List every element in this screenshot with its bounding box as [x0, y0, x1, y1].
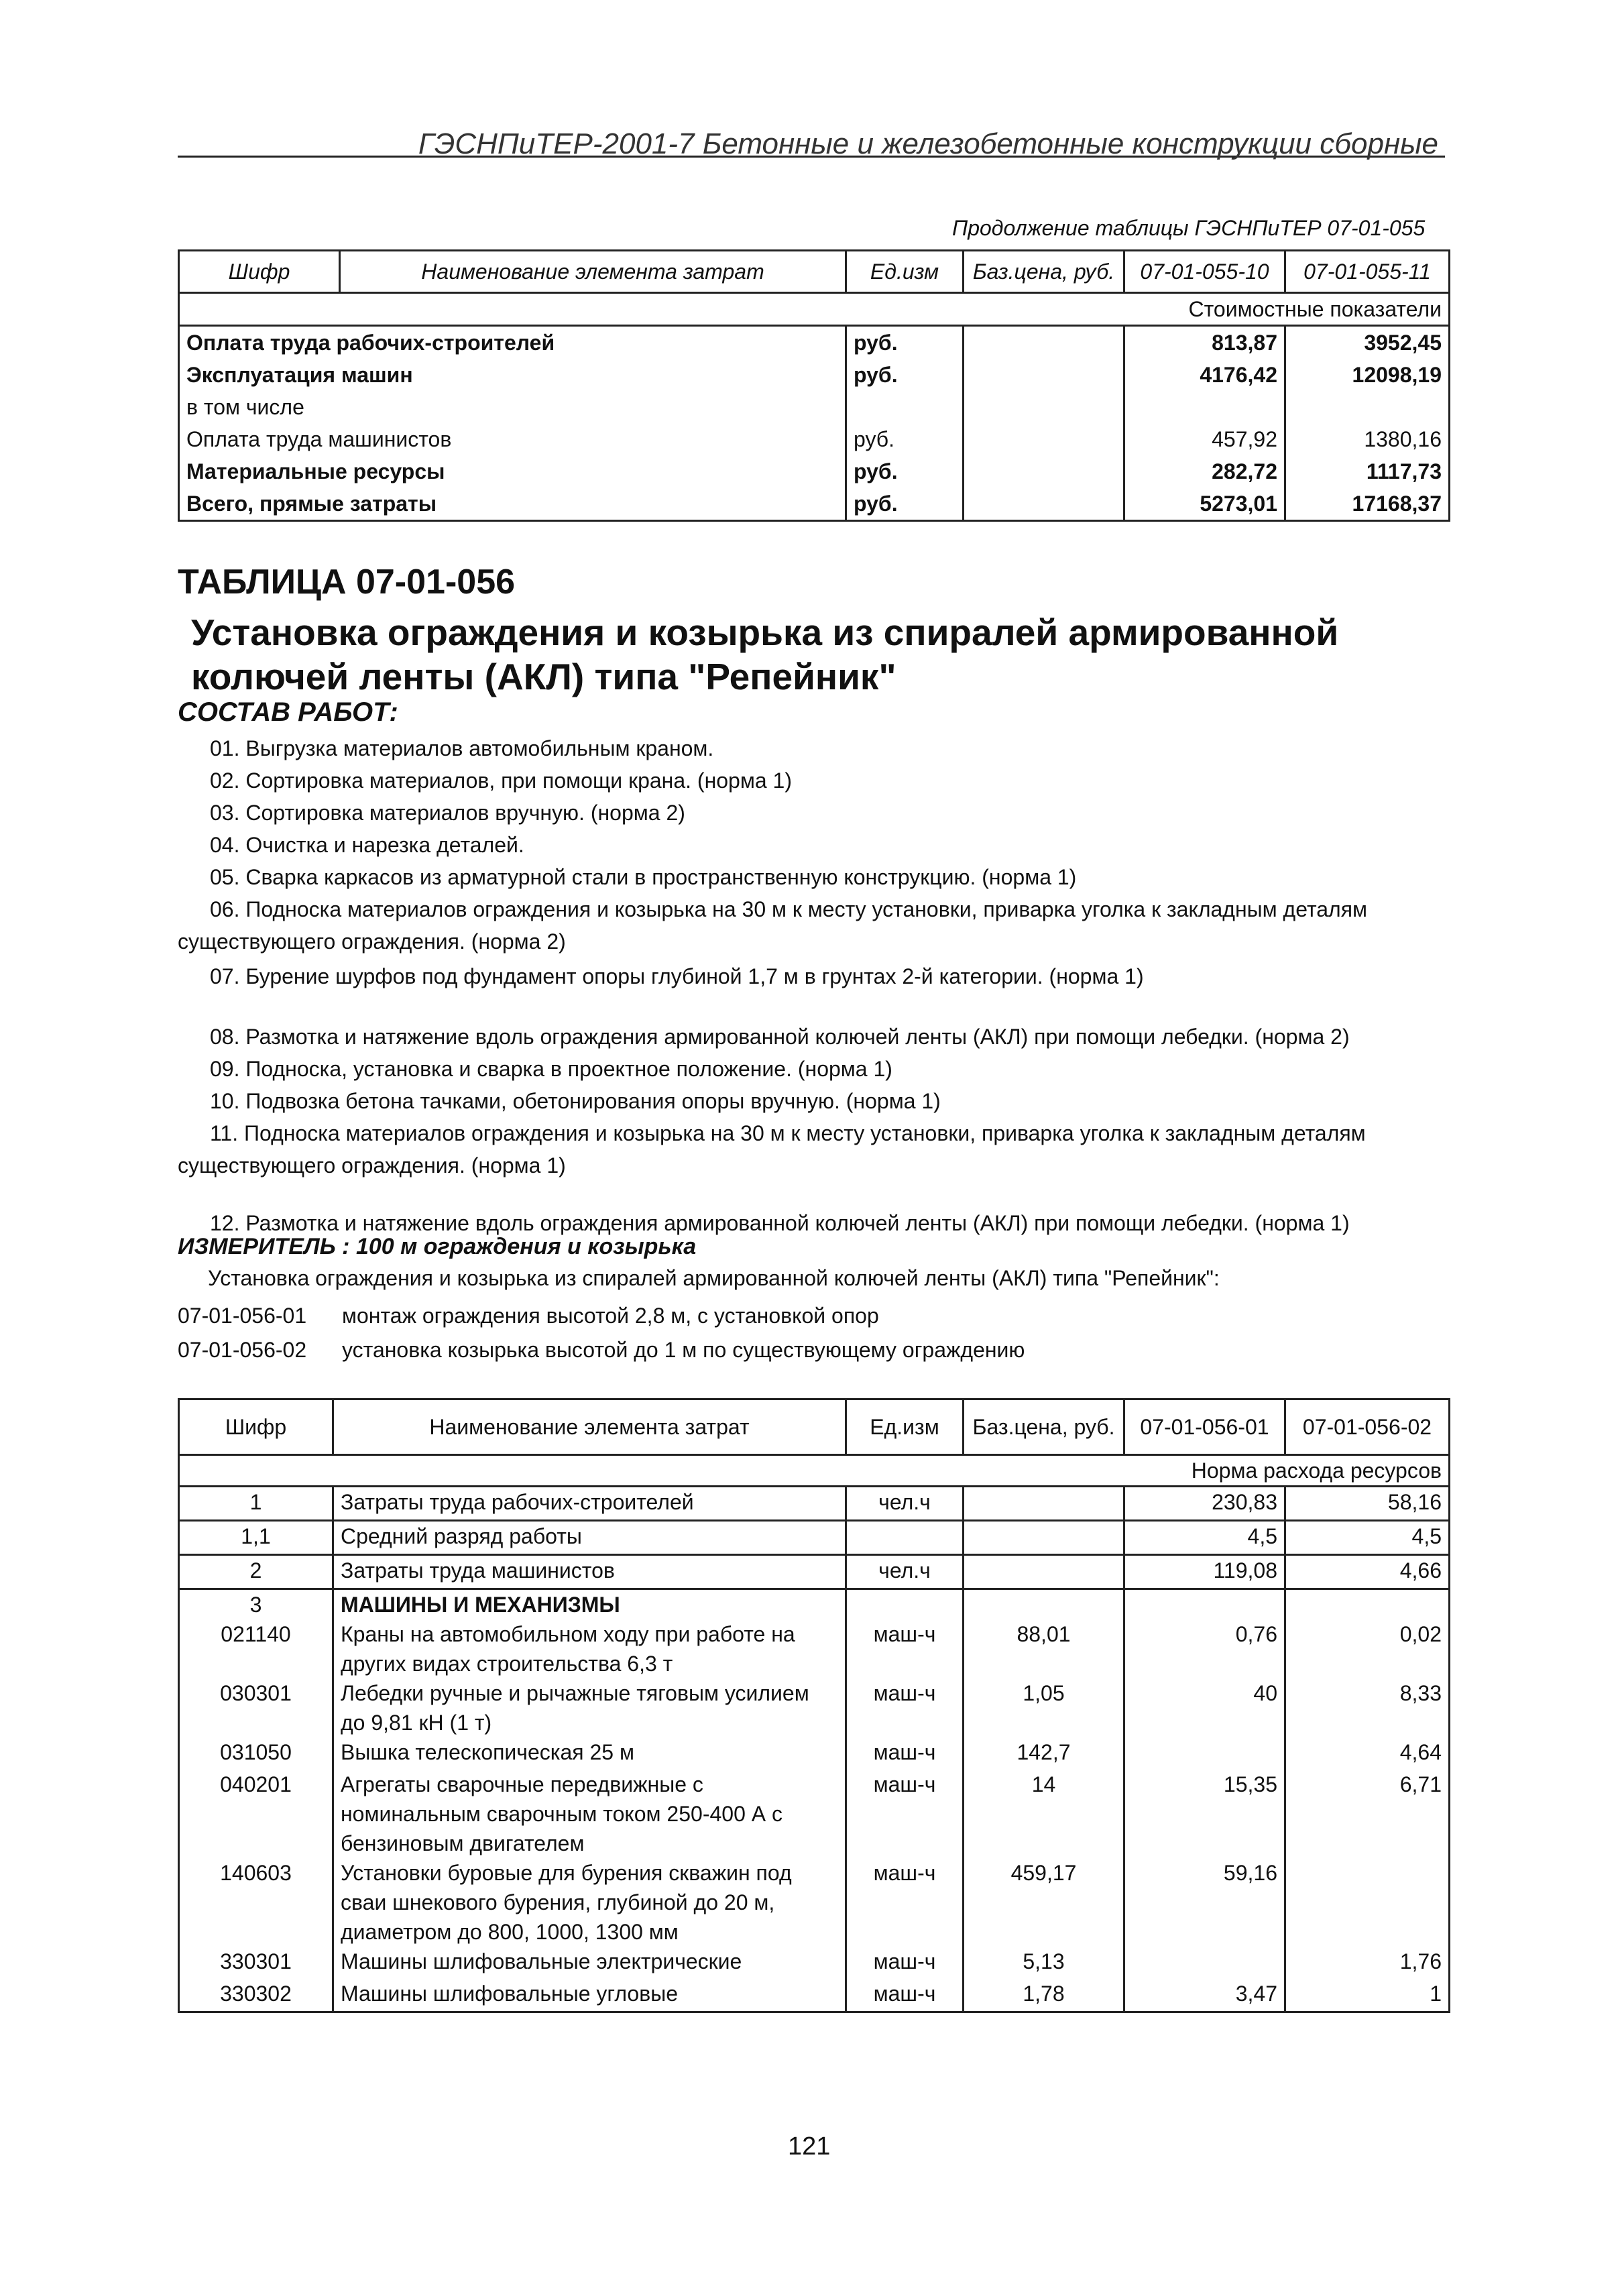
table-row [179, 1770, 1450, 1858]
row-unit: маш-ч [846, 1678, 964, 1737]
work-item: 01. Выгрузка материалов автомобильным краном. [210, 736, 714, 760]
row-name: Машины шлифовальные электрические [333, 1947, 846, 1979]
table1-group-label: Стоимостные показатели [179, 293, 1450, 326]
row-code: 140603 [179, 1858, 333, 1947]
table2-header-col1: 07-01-056-01 [1124, 1399, 1285, 1455]
row-code: 1 [179, 1487, 333, 1521]
row-price: 1,05 [964, 1678, 1124, 1737]
row-unit: маш-ч [846, 1737, 964, 1770]
row-price: 1,78 [964, 1979, 1124, 2012]
row-unit: маш-ч [846, 1979, 964, 2012]
row-unit: руб. [846, 487, 964, 521]
row-value-1 [1124, 1947, 1285, 1979]
row-code: 330301 [179, 1947, 333, 1979]
row-unit: руб. [846, 455, 964, 487]
row-value-2: 1 [1285, 1979, 1450, 2012]
table-row [179, 1947, 1450, 1979]
table-row [179, 1555, 1450, 1589]
cost-table-07-01-055 [178, 249, 1450, 522]
row-value-1: 15,35 [1124, 1770, 1285, 1858]
table-row [179, 1858, 1450, 1947]
table-row [179, 326, 1450, 359]
row-price [964, 1521, 1124, 1555]
row-name: Материальные ресурсы [179, 455, 846, 487]
code-text: установка козырька высотой до 1 м по существующему ограждению [342, 1338, 1025, 1362]
row-value-2: 6,71 [1285, 1770, 1450, 1858]
code-value: 07-01-056-02 [178, 1338, 307, 1362]
row-price [964, 455, 1124, 487]
row-price: 5,13 [964, 1947, 1124, 1979]
row-value-1: 59,16 [1124, 1858, 1285, 1947]
table-row [179, 1589, 1450, 1620]
row-name: Средний разряд работы [333, 1521, 846, 1555]
code-row [178, 1338, 1025, 1363]
row-value-1: 0,76 [1124, 1619, 1285, 1678]
work-item: 03. Сортировка материалов вручную. (норма 2) [210, 801, 685, 825]
running-header-text: ГЭСНПиТЕР-2001-7 Бетонные и железобетонные конструкции сборные [418, 127, 1438, 160]
row-price [964, 1589, 1124, 1620]
work-item: 02. Сортировка материалов, при помощи крана. (норма 1) [210, 768, 792, 793]
row-unit: руб. [846, 326, 964, 359]
table-subtitle: Установка ограждения и козырька из спиралей армированной колючей ленты (АКЛ) типа "Репейник" [191, 612, 1339, 697]
row-name: Оплата труда машинистов [179, 423, 846, 455]
row-code: 040201 [179, 1770, 333, 1858]
table1-header-code: Шифр [179, 251, 340, 293]
row-price [964, 423, 1124, 455]
work-item: 08. Размотка и натяжение вдоль ограждения армированной колючей ленты (АКЛ) при помощи лебедки. (норма 2) [210, 1025, 1350, 1049]
row-price [964, 326, 1124, 359]
row-unit: маш-ч [846, 1947, 964, 1979]
row-code: 031050 [179, 1737, 333, 1770]
row-value-2: 4,5 [1285, 1521, 1450, 1555]
row-value-2: 17168,37 [1285, 487, 1450, 521]
table2-header-col2: 07-01-056-02 [1285, 1399, 1450, 1455]
row-value-2: 4,64 [1285, 1737, 1450, 1770]
table1-group-row [179, 293, 1450, 326]
row-name: Эксплуатация машин [179, 359, 846, 391]
row-value-2: 8,33 [1285, 1678, 1450, 1737]
table-row [179, 487, 1450, 521]
works-heading: СОСТАВ РАБОТ: [178, 697, 398, 727]
row-name: Краны на автомобильном ходу при работе на других видах строительства 6,3 т [333, 1619, 846, 1678]
row-value-2 [1285, 391, 1450, 423]
row-value-2: 1,76 [1285, 1947, 1450, 1979]
row-price [964, 1555, 1124, 1589]
row-price: 14 [964, 1770, 1124, 1858]
row-value-1: 4176,42 [1124, 359, 1285, 391]
table1-header-price: Баз.цена, руб. [964, 251, 1124, 293]
table2-group-label: Норма расхода ресурсов [179, 1455, 1450, 1487]
row-name: Оплата труда рабочих-строителей [179, 326, 846, 359]
row-price: 142,7 [964, 1737, 1124, 1770]
row-name: Агрегаты сварочные передвижные с номинальным сварочным током 250-400 А с бензиновым двигателем [333, 1770, 846, 1858]
table-row [179, 1521, 1450, 1555]
row-value-1: 230,83 [1124, 1487, 1285, 1521]
row-unit: руб. [846, 359, 964, 391]
row-code: 2 [179, 1555, 333, 1589]
row-value-1: 813,87 [1124, 326, 1285, 359]
row-value-1: 119,08 [1124, 1555, 1285, 1589]
row-price: 459,17 [964, 1858, 1124, 1947]
work-item: 11. Подноска материалов ограждения и козырька на 30 м к месту установки, приварка уголка к закладным деталям существующего ограждения. (норма 1) [178, 1121, 1366, 1178]
table2-header-code: Шифр [179, 1399, 333, 1455]
resource-table-07-01-056 [178, 1398, 1450, 2013]
row-value-1 [1124, 391, 1285, 423]
table1-header-name: Наименование элемента затрат [340, 251, 846, 293]
measure-description: Установка ограждения и козырька из спиралей армированной колючей ленты (АКЛ) типа "Репейник": [208, 1266, 1220, 1290]
table-row [179, 1619, 1450, 1678]
work-item: 09. Подноска, установка и сварка в проектное положение. (норма 1) [210, 1057, 892, 1081]
work-item: 05. Сварка каркасов из арматурной стали в пространственную конструкцию. (норма 1) [210, 865, 1077, 889]
code-text: монтаж ограждения высотой 2,8 м, с установкой опор [342, 1304, 879, 1328]
running-header [178, 75, 1445, 158]
row-unit: маш-ч [846, 1858, 964, 1947]
table-row [179, 359, 1450, 391]
row-value-2: 1117,73 [1285, 455, 1450, 487]
row-unit [846, 1521, 964, 1555]
row-code: 030301 [179, 1678, 333, 1737]
row-code: 021140 [179, 1619, 333, 1678]
row-price [964, 487, 1124, 521]
row-unit [846, 1589, 964, 1620]
row-value-1: 40 [1124, 1678, 1285, 1737]
row-name: Машины шлифовальные угловые [333, 1979, 846, 2012]
row-value-1 [1124, 1737, 1285, 1770]
row-value-2: 3952,45 [1285, 326, 1450, 359]
row-value-2: 12098,19 [1285, 359, 1450, 391]
row-value-2: 4,66 [1285, 1555, 1450, 1589]
table-row [179, 1487, 1450, 1521]
code-row [178, 1304, 879, 1328]
work-item: 12. Размотка и натяжение вдоль ограждения армированной колючей ленты (АКЛ) при помощи лебедки. (норма 1) [210, 1211, 1350, 1235]
row-name: в том числе [179, 391, 846, 423]
table2-group-row [179, 1455, 1450, 1487]
work-item: 07. Бурение шурфов под фундамент опоры глубиной 1,7 м в грунтах 2-й категории. (норма 1) [210, 964, 1144, 988]
row-value-2 [1285, 1858, 1450, 1947]
table-row [179, 1979, 1450, 2012]
row-unit: маш-ч [846, 1770, 964, 1858]
row-value-2: 0,02 [1285, 1619, 1450, 1678]
row-value-2: 1380,16 [1285, 423, 1450, 455]
row-code: 1,1 [179, 1521, 333, 1555]
table-title: ТАБЛИЦА 07-01-056 [178, 563, 516, 601]
row-price [964, 1487, 1124, 1521]
work-item: 10. Подвозка бетона тачками, обетонирования опоры вручную. (норма 1) [210, 1089, 941, 1113]
row-value-2: 58,16 [1285, 1487, 1450, 1521]
row-unit: чел.ч [846, 1487, 964, 1521]
measure-heading: ИЗМЕРИТЕЛЬ : 100 м ограждения и козырька [178, 1234, 697, 1259]
row-name: Лебедки ручные и рычажные тяговым усилием до 9,81 кН (1 т) [333, 1678, 846, 1737]
table1-header-row [179, 251, 1450, 293]
row-price [964, 391, 1124, 423]
table-row [179, 1737, 1450, 1770]
table2-header-price: Баз.цена, руб. [964, 1399, 1124, 1455]
table1-header-col1: 07-01-055-10 [1124, 251, 1285, 293]
table-row [179, 423, 1450, 455]
row-name: Затраты труда рабочих-строителей [333, 1487, 846, 1521]
table1-header-unit: Ед.изм [846, 251, 964, 293]
table1-caption: Продолжение таблицы ГЭСНПиТЕР 07-01-055 [952, 216, 1426, 240]
table2-header-name: Наименование элемента затрат [333, 1399, 846, 1455]
row-name: Вышка телескопическая 25 м [333, 1737, 846, 1770]
row-name: МАШИНЫ И МЕХАНИЗМЫ [333, 1589, 846, 1620]
table1-header-col2: 07-01-055-11 [1285, 251, 1450, 293]
row-value-2 [1285, 1589, 1450, 1620]
work-item: 06. Подноска материалов ограждения и козырька на 30 м к месту установки, приварка уголка к закладным деталям существующего ограждения. (норма 2) [178, 897, 1368, 954]
row-name: Всего, прямые затраты [179, 487, 846, 521]
table-row [179, 391, 1450, 423]
row-value-1: 3,47 [1124, 1979, 1285, 2012]
table-row [179, 455, 1450, 487]
row-unit [846, 391, 964, 423]
row-name: Установки буровые для бурения скважин под сваи шнекового бурения, глубиной до 20 м, диаметром до 800, 1000, 1300 мм [333, 1858, 846, 1947]
row-value-1: 457,92 [1124, 423, 1285, 455]
row-name: Затраты труда машинистов [333, 1555, 846, 1589]
row-price [964, 359, 1124, 391]
page-number: 121 [788, 2132, 831, 2161]
row-unit: чел.ч [846, 1555, 964, 1589]
row-price: 88,01 [964, 1619, 1124, 1678]
table-row [179, 1678, 1450, 1737]
row-value-1: 4,5 [1124, 1521, 1285, 1555]
row-value-1: 282,72 [1124, 455, 1285, 487]
table2-header-row [179, 1399, 1450, 1455]
work-item: 04. Очистка и нарезка деталей. [210, 833, 524, 857]
code-value: 07-01-056-01 [178, 1304, 307, 1328]
row-unit: руб. [846, 423, 964, 455]
row-code: 3 [179, 1589, 333, 1620]
row-code: 330302 [179, 1979, 333, 2012]
table2-header-unit: Ед.изм [846, 1399, 964, 1455]
row-value-1 [1124, 1589, 1285, 1620]
row-unit: маш-ч [846, 1619, 964, 1678]
row-value-1: 5273,01 [1124, 487, 1285, 521]
